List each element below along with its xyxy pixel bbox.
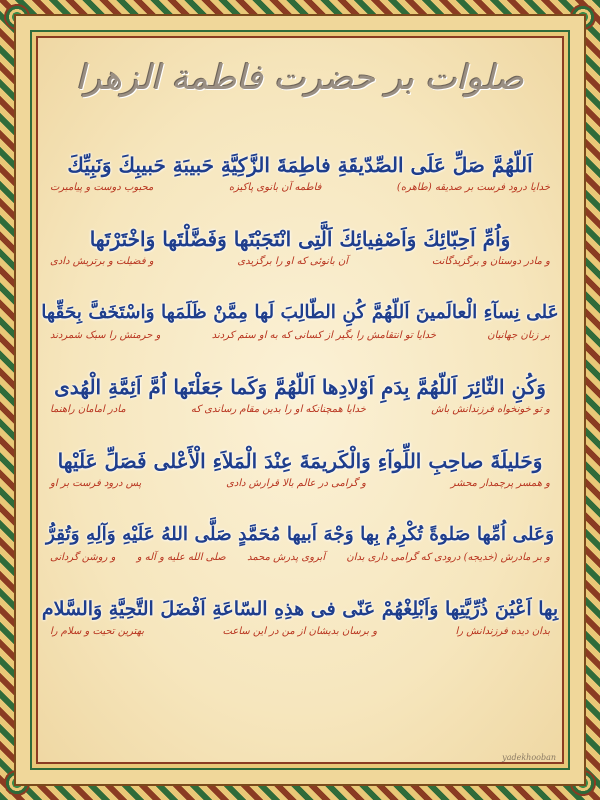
translation-text: و فضیلت و برتریش دادی bbox=[50, 256, 154, 267]
translation-text: خدایا درود فرست بر صدیقه (طاهره) bbox=[396, 182, 550, 193]
page-title: صلوات بر حضرت فاطمة الزهرا bbox=[75, 58, 525, 98]
arabic-verse: عَلى نِسآءِ الْعالَمينَ اَللّهُمَّ كُنِ الطّالِبَ لَها مِمَّنْ ظَلَمَها وَاسْتَخَفَّ بِحَقِّها bbox=[41, 302, 559, 323]
translation-row bbox=[40, 180, 560, 224]
verse-block bbox=[40, 298, 560, 372]
translation-row bbox=[40, 624, 560, 668]
verse-block bbox=[40, 446, 560, 520]
arabic-verse: وَحَليلَةَ صاحِبِ اللِّوآءِ وَالْكَريمَةَ عِنْدَ الْمَلاَءِ الْأَعْلى فَصَلِّ عَلَيْها bbox=[57, 449, 543, 473]
translation-text: خدایا همچنانکه او را بدین مقام رساندی که bbox=[190, 404, 366, 415]
translation-text: و حرمتش را سبک شمردند bbox=[50, 330, 161, 341]
verse-block bbox=[40, 594, 560, 668]
arabic-verse: وَعَلى اُمِّها صَلوةً تُكْرِمُ بِها وَجْهَ اَبيها مُحَمَّدٍ صَلَّى اللهُ عَلَيْهِ وَآلِهِ وَتُقِرُّ bbox=[45, 524, 555, 545]
translation-row bbox=[40, 550, 560, 594]
translation-text: بر زنان جهانیان bbox=[487, 330, 550, 341]
translation-text: فاطمه آن بانوی پاکیزه bbox=[228, 182, 322, 193]
translation-text: آن بانوئی که او را برگزیدی bbox=[237, 256, 349, 267]
translation-text: صلی الله علیه و آله و bbox=[136, 552, 226, 563]
verse-block bbox=[40, 372, 560, 446]
arabic-verse: وَكُنِ الثّائِرَ اَللّهُمَّ بِدَمِ اَوْلادِها اَللّهُمَّ وَكَما جَعَلْتَها اُمَّ اَئِمَّةِ الْهُدى bbox=[54, 375, 546, 399]
translation-text: و برسان بدیشان از من در این ساعت bbox=[222, 626, 378, 637]
translation-text: و همسر پرچمدار محشر bbox=[450, 478, 550, 489]
translation-text: و روشن گردانی bbox=[50, 552, 116, 563]
verse-block bbox=[40, 150, 560, 224]
translation-row bbox=[40, 328, 560, 372]
translation-text: مادر امامان راهنما bbox=[50, 404, 126, 415]
translation-text: خدایا تو انتقامش را بگیر از کسانی که به او ستم کردند bbox=[211, 330, 437, 341]
arabic-verse: بِها اَعْيُنَ ذُرِّيَّتِها وَاَبْلِغْهُمْ عَنّى فى هذِهِ السّاعَةِ اَفْضَلَ التَّحِيَّةِ وَالسَّلام bbox=[41, 598, 559, 620]
translation-text: بدان دیده فرزندانش را bbox=[455, 626, 550, 637]
translation-text: محبوب دوست و پیامبرت bbox=[50, 182, 154, 193]
verse-block bbox=[40, 520, 560, 594]
translation-text: آبروی پدرش محمد bbox=[247, 552, 326, 563]
translation-text: پس درود فرست بر او bbox=[50, 478, 142, 489]
verse-block bbox=[40, 224, 560, 298]
translation-text: و تو خونخواه فرزندانش باش bbox=[431, 404, 550, 415]
translation-text: و گرامی در عالم بالا قرارش دادی bbox=[226, 478, 366, 489]
translation-text: و بر مادرش (خدیجه) درودی که گرامی داری بدان bbox=[346, 552, 550, 563]
arabic-verse: اَللّهُمَّ صَلِّ عَلَى الصِّدّيقَةِ فاطِمَةَ الزَّكِيَّةِ حَبيبَةِ حَبيبِكَ وَنَبِيِّكَ bbox=[67, 153, 533, 177]
translation-text: بهترین تحیت و سلام را bbox=[50, 626, 145, 637]
prayer-text bbox=[40, 150, 560, 668]
arabic-verse: وَاُمِّ اَحِبّائِكَ وَاَصْفِيائِكَ اَلَّتِى انْتَجَبْتَها وَفَضَّلْتَها وَاخْتَرْتَها bbox=[89, 227, 511, 251]
translation-row bbox=[40, 254, 560, 298]
translation-row bbox=[40, 476, 560, 520]
translation-text: و مادر دوستان و برگزیدگانت bbox=[431, 256, 550, 267]
watermark: yadekhooban bbox=[502, 753, 556, 762]
translation-row bbox=[40, 402, 560, 446]
